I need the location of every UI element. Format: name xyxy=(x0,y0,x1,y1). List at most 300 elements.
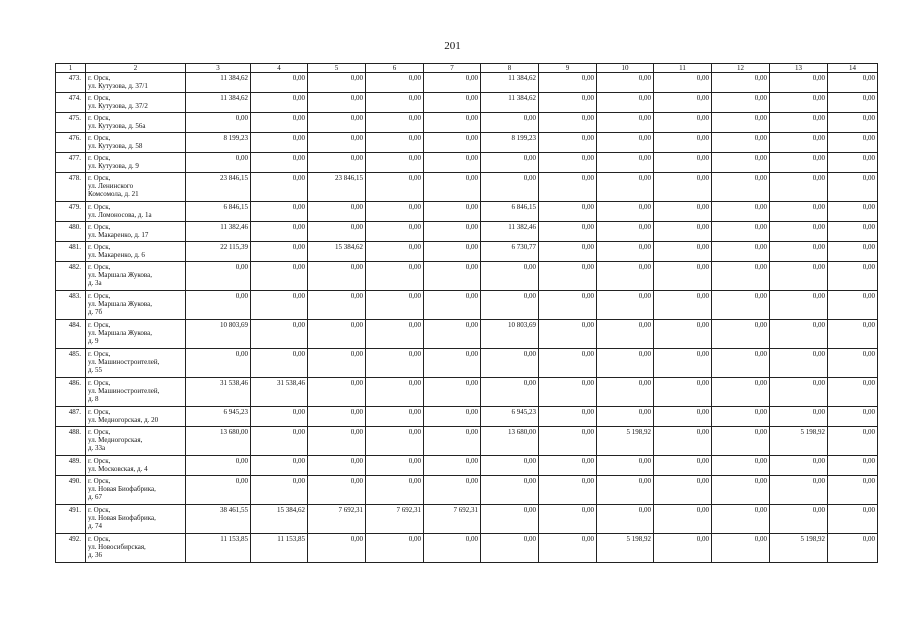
column-header: 12 xyxy=(712,64,770,73)
row-number: 482. xyxy=(56,262,86,291)
table-row xyxy=(56,427,878,456)
value-cell: 0,00 xyxy=(424,320,481,349)
value-cell: 7 692,31 xyxy=(424,505,481,534)
value-cell: 0,00 xyxy=(424,456,481,476)
address-line: ул. Ломоносова, д. 1а xyxy=(88,211,152,219)
address-line: Комсомола, д. 21 xyxy=(88,190,139,198)
value-cell: 11 153,85 xyxy=(251,534,308,563)
value-cell: 0,00 xyxy=(251,262,308,291)
address-line: г. Орск, xyxy=(88,243,111,251)
value-cell: 0,00 xyxy=(366,476,424,505)
address-cell xyxy=(86,202,186,222)
value-cell: 0,00 xyxy=(539,202,597,222)
value-cell: 0,00 xyxy=(770,153,828,173)
value-cell: 0,00 xyxy=(597,476,654,505)
value-cell: 0,00 xyxy=(597,320,654,349)
value-cell: 0,00 xyxy=(251,202,308,222)
address-line: г. Орск, xyxy=(88,263,111,271)
value-cell: 0,00 xyxy=(481,456,539,476)
address-line: ул. Кутузова, д. 37/1 xyxy=(88,82,148,90)
address-line: г. Орск, xyxy=(88,477,111,485)
value-cell: 0,00 xyxy=(770,378,828,407)
value-cell: 0,00 xyxy=(712,349,770,378)
value-cell: 0,00 xyxy=(539,242,597,262)
value-cell: 0,00 xyxy=(597,93,654,113)
address-line: г. Орск, xyxy=(88,506,111,514)
value-cell: 0,00 xyxy=(308,113,366,133)
value-cell: 0,00 xyxy=(828,242,878,262)
address-line: ул. Маршала Жукова, xyxy=(88,329,152,337)
value-cell: 0,00 xyxy=(828,291,878,320)
address-line: д. 8 xyxy=(88,395,99,403)
value-cell: 0,00 xyxy=(770,222,828,242)
table-row xyxy=(56,407,878,427)
page-number: 201 xyxy=(444,40,461,52)
value-cell: 0,00 xyxy=(186,476,251,505)
value-cell: 0,00 xyxy=(828,93,878,113)
value-cell: 0,00 xyxy=(770,173,828,202)
value-cell: 0,00 xyxy=(539,320,597,349)
value-cell: 0,00 xyxy=(539,456,597,476)
row-number: 473. xyxy=(56,73,86,93)
value-cell: 10 803,69 xyxy=(186,320,251,349)
value-cell: 0,00 xyxy=(308,427,366,456)
value-cell: 0,00 xyxy=(712,93,770,113)
table-row xyxy=(56,153,878,173)
address-line: д. 67 xyxy=(88,493,103,501)
address-line: д. 33а xyxy=(88,444,106,452)
value-cell: 0,00 xyxy=(424,113,481,133)
value-cell: 0,00 xyxy=(424,222,481,242)
address-line: ул. Московская, д. 4 xyxy=(88,465,148,473)
value-cell: 0,00 xyxy=(308,456,366,476)
address-line: ул. Макаренко, д. 17 xyxy=(88,231,149,239)
value-cell: 7 692,31 xyxy=(366,505,424,534)
value-cell: 0,00 xyxy=(251,291,308,320)
table-row xyxy=(56,133,878,153)
value-cell: 0,00 xyxy=(366,222,424,242)
value-cell: 0,00 xyxy=(539,476,597,505)
value-cell: 0,00 xyxy=(251,456,308,476)
value-cell: 0,00 xyxy=(366,262,424,291)
value-cell: 11 384,62 xyxy=(481,93,539,113)
address-cell xyxy=(86,291,186,320)
value-cell: 0,00 xyxy=(539,93,597,113)
value-cell: 0,00 xyxy=(770,202,828,222)
value-cell: 0,00 xyxy=(828,505,878,534)
value-cell: 0,00 xyxy=(186,262,251,291)
row-number: 477. xyxy=(56,153,86,173)
table-row xyxy=(56,534,878,563)
address-line: ул. Ленинского xyxy=(88,182,134,190)
value-cell: 0,00 xyxy=(654,73,712,93)
value-cell: 0,00 xyxy=(308,202,366,222)
value-cell: 0,00 xyxy=(251,133,308,153)
address-line: д. 36 xyxy=(88,551,103,559)
address-line: г. Орск, xyxy=(88,535,111,543)
value-cell: 0,00 xyxy=(424,242,481,262)
address-line: ул. Машиностроителей, xyxy=(88,358,160,366)
value-cell: 10 803,69 xyxy=(481,320,539,349)
value-cell: 0,00 xyxy=(539,173,597,202)
value-cell: 0,00 xyxy=(366,407,424,427)
address-line: г. Орск, xyxy=(88,94,111,102)
table-row xyxy=(56,202,878,222)
address-line: г. Орск, xyxy=(88,114,111,122)
value-cell: 0,00 xyxy=(308,378,366,407)
row-number: 489. xyxy=(56,456,86,476)
value-cell: 0,00 xyxy=(770,242,828,262)
value-cell: 0,00 xyxy=(481,173,539,202)
value-cell: 0,00 xyxy=(828,202,878,222)
value-cell: 0,00 xyxy=(712,407,770,427)
value-cell: 0,00 xyxy=(770,113,828,133)
value-cell: 0,00 xyxy=(712,202,770,222)
value-cell: 0,00 xyxy=(712,505,770,534)
value-cell: 0,00 xyxy=(597,202,654,222)
row-number: 485. xyxy=(56,349,86,378)
value-cell: 0,00 xyxy=(366,427,424,456)
value-cell: 0,00 xyxy=(424,173,481,202)
value-cell: 0,00 xyxy=(597,349,654,378)
value-cell: 0,00 xyxy=(712,153,770,173)
table-row xyxy=(56,320,878,349)
row-number: 490. xyxy=(56,476,86,505)
address-line: ул. Медногорская, xyxy=(88,436,143,444)
value-cell: 0,00 xyxy=(424,534,481,563)
value-cell: 0,00 xyxy=(251,476,308,505)
value-cell: 0,00 xyxy=(539,378,597,407)
value-cell: 6 846,15 xyxy=(481,202,539,222)
address-line: г. Орск, xyxy=(88,428,111,436)
value-cell: 0,00 xyxy=(481,534,539,563)
value-cell: 0,00 xyxy=(424,262,481,291)
address-line: ул. Кутузова, д. 37/2 xyxy=(88,102,148,110)
address-cell xyxy=(86,113,186,133)
value-cell: 0,00 xyxy=(251,242,308,262)
column-header: 11 xyxy=(654,64,712,73)
value-cell: 0,00 xyxy=(712,173,770,202)
value-cell: 0,00 xyxy=(654,534,712,563)
value-cell: 0,00 xyxy=(654,427,712,456)
column-header: 8 xyxy=(481,64,539,73)
column-header: 13 xyxy=(770,64,828,73)
address-line: ул. Маршала Жукова, xyxy=(88,271,152,279)
table-row xyxy=(56,262,878,291)
column-header: 10 xyxy=(597,64,654,73)
address-cell xyxy=(86,534,186,563)
value-cell: 0,00 xyxy=(539,113,597,133)
value-cell: 0,00 xyxy=(712,476,770,505)
value-cell: 5 198,92 xyxy=(597,427,654,456)
value-cell: 0,00 xyxy=(712,73,770,93)
address-line: г. Орск, xyxy=(88,223,111,231)
value-cell: 0,00 xyxy=(366,153,424,173)
value-cell: 15 384,62 xyxy=(251,505,308,534)
address-cell xyxy=(86,427,186,456)
value-cell: 0,00 xyxy=(424,93,481,113)
address-line: ул. Маршала Жукова, xyxy=(88,300,152,308)
value-cell: 0,00 xyxy=(654,407,712,427)
value-cell: 0,00 xyxy=(308,153,366,173)
value-cell: 0,00 xyxy=(539,262,597,291)
value-cell: 0,00 xyxy=(654,93,712,113)
value-cell: 0,00 xyxy=(539,133,597,153)
value-cell: 0,00 xyxy=(539,349,597,378)
value-cell: 0,00 xyxy=(597,133,654,153)
table-row xyxy=(56,222,878,242)
column-header: 14 xyxy=(828,64,878,73)
value-cell: 0,00 xyxy=(424,73,481,93)
value-cell: 15 384,62 xyxy=(308,242,366,262)
value-cell: 0,00 xyxy=(654,378,712,407)
row-number: 492. xyxy=(56,534,86,563)
value-cell: 5 198,92 xyxy=(597,534,654,563)
value-cell: 0,00 xyxy=(539,153,597,173)
value-cell: 0,00 xyxy=(308,407,366,427)
value-cell: 0,00 xyxy=(539,407,597,427)
value-cell: 0,00 xyxy=(186,291,251,320)
value-cell: 0,00 xyxy=(712,133,770,153)
value-cell: 8 199,23 xyxy=(186,133,251,153)
address-line: ул. Кутузова, д. 9 xyxy=(88,162,139,170)
value-cell: 0,00 xyxy=(539,291,597,320)
value-cell: 0,00 xyxy=(770,133,828,153)
value-cell: 5 198,92 xyxy=(770,534,828,563)
column-header: 5 xyxy=(308,64,366,73)
value-cell: 0,00 xyxy=(828,427,878,456)
column-header: 4 xyxy=(251,64,308,73)
address-cell xyxy=(86,456,186,476)
address-line: ул. Новосибирская, xyxy=(88,543,146,551)
address-line: г. Орск, xyxy=(88,154,111,162)
value-cell: 0,00 xyxy=(366,456,424,476)
value-cell: 0,00 xyxy=(828,320,878,349)
column-header: 9 xyxy=(539,64,597,73)
value-cell: 0,00 xyxy=(654,456,712,476)
value-cell: 0,00 xyxy=(308,73,366,93)
row-number: 488. xyxy=(56,427,86,456)
value-cell: 0,00 xyxy=(481,505,539,534)
address-cell xyxy=(86,262,186,291)
value-cell: 0,00 xyxy=(481,349,539,378)
address-cell xyxy=(86,173,186,202)
address-line: г. Орск, xyxy=(88,292,111,300)
row-number: 480. xyxy=(56,222,86,242)
address-line: г. Орск, xyxy=(88,174,111,182)
value-cell: 0,00 xyxy=(424,291,481,320)
value-cell: 0,00 xyxy=(308,534,366,563)
address-line: г. Орск, xyxy=(88,321,111,329)
address-line: г. Орск, xyxy=(88,457,111,465)
value-cell: 0,00 xyxy=(654,262,712,291)
value-cell: 0,00 xyxy=(828,534,878,563)
value-cell: 5 198,92 xyxy=(770,427,828,456)
value-cell: 0,00 xyxy=(481,378,539,407)
value-cell: 0,00 xyxy=(654,222,712,242)
address-line: ул. Макаренко, д. 6 xyxy=(88,251,145,259)
value-cell: 0,00 xyxy=(539,427,597,456)
value-cell: 0,00 xyxy=(251,320,308,349)
value-cell: 0,00 xyxy=(712,222,770,242)
value-cell: 6 945,23 xyxy=(481,407,539,427)
value-cell: 0,00 xyxy=(424,153,481,173)
value-cell: 11 382,46 xyxy=(186,222,251,242)
table-row xyxy=(56,242,878,262)
value-cell: 0,00 xyxy=(366,202,424,222)
address-line: ул. Медногорская, д. 20 xyxy=(88,416,159,424)
value-cell: 23 846,15 xyxy=(186,173,251,202)
value-cell: 0,00 xyxy=(597,173,654,202)
value-cell: 0,00 xyxy=(712,427,770,456)
value-cell: 0,00 xyxy=(828,153,878,173)
value-cell: 0,00 xyxy=(424,378,481,407)
value-cell: 0,00 xyxy=(770,262,828,291)
table-row xyxy=(56,93,878,113)
address-cell xyxy=(86,407,186,427)
table-row xyxy=(56,378,878,407)
value-cell: 0,00 xyxy=(828,456,878,476)
value-cell: 0,00 xyxy=(712,242,770,262)
row-number: 475. xyxy=(56,113,86,133)
value-cell: 0,00 xyxy=(828,222,878,242)
address-line: г. Орск, xyxy=(88,74,111,82)
value-cell: 0,00 xyxy=(597,242,654,262)
address-cell xyxy=(86,476,186,505)
table-row xyxy=(56,505,878,534)
value-cell: 0,00 xyxy=(186,153,251,173)
column-header: 1 xyxy=(56,64,86,73)
column-header: 6 xyxy=(366,64,424,73)
address-cell xyxy=(86,242,186,262)
row-number: 483. xyxy=(56,291,86,320)
value-cell: 0,00 xyxy=(770,505,828,534)
row-number: 481. xyxy=(56,242,86,262)
value-cell: 0,00 xyxy=(770,291,828,320)
value-cell: 0,00 xyxy=(712,291,770,320)
address-line: д. 7б xyxy=(88,308,103,316)
value-cell: 11 384,62 xyxy=(186,73,251,93)
value-cell: 0,00 xyxy=(424,349,481,378)
value-cell: 0,00 xyxy=(712,534,770,563)
value-cell: 11 153,85 xyxy=(186,534,251,563)
value-cell: 0,00 xyxy=(308,476,366,505)
address-line: г. Орск, xyxy=(88,134,111,142)
value-cell: 0,00 xyxy=(654,173,712,202)
table-row xyxy=(56,73,878,93)
value-cell: 0,00 xyxy=(770,349,828,378)
value-cell: 0,00 xyxy=(366,320,424,349)
value-cell: 0,00 xyxy=(366,173,424,202)
row-number: 476. xyxy=(56,133,86,153)
address-line: ул. Новая Биофабрика, xyxy=(88,485,156,493)
value-cell: 0,00 xyxy=(539,73,597,93)
row-number: 478. xyxy=(56,173,86,202)
table-body xyxy=(56,73,878,563)
value-cell: 6 730,77 xyxy=(481,242,539,262)
column-header: 3 xyxy=(186,64,251,73)
value-cell: 0,00 xyxy=(597,73,654,93)
value-cell: 0,00 xyxy=(424,407,481,427)
value-cell: 6 846,15 xyxy=(186,202,251,222)
value-cell: 0,00 xyxy=(308,291,366,320)
value-cell: 0,00 xyxy=(251,427,308,456)
value-cell: 0,00 xyxy=(654,113,712,133)
value-cell: 0,00 xyxy=(770,73,828,93)
value-cell: 0,00 xyxy=(308,320,366,349)
value-cell: 0,00 xyxy=(251,113,308,133)
address-line: ул. Новая Биофабрика, xyxy=(88,514,156,522)
value-cell: 0,00 xyxy=(597,378,654,407)
value-cell: 0,00 xyxy=(424,202,481,222)
value-cell: 0,00 xyxy=(366,73,424,93)
value-cell: 0,00 xyxy=(251,407,308,427)
value-cell: 0,00 xyxy=(366,378,424,407)
value-cell: 0,00 xyxy=(308,222,366,242)
value-cell: 0,00 xyxy=(712,456,770,476)
value-cell: 0,00 xyxy=(251,173,308,202)
row-number: 484. xyxy=(56,320,86,349)
value-cell: 0,00 xyxy=(712,378,770,407)
value-cell: 13 680,00 xyxy=(481,427,539,456)
column-header: 7 xyxy=(424,64,481,73)
address-line: ул. Кутузова, д. 56а xyxy=(88,122,146,130)
value-cell: 0,00 xyxy=(481,291,539,320)
value-cell: 23 846,15 xyxy=(308,173,366,202)
value-cell: 0,00 xyxy=(366,93,424,113)
value-cell: 0,00 xyxy=(481,262,539,291)
value-cell: 0,00 xyxy=(654,476,712,505)
table-row xyxy=(56,113,878,133)
value-cell: 0,00 xyxy=(539,534,597,563)
value-cell: 0,00 xyxy=(366,291,424,320)
value-cell: 0,00 xyxy=(654,153,712,173)
address-line: ул. Кутузова, д. 58 xyxy=(88,142,143,150)
value-cell: 0,00 xyxy=(828,113,878,133)
value-cell: 0,00 xyxy=(654,505,712,534)
address-cell xyxy=(86,378,186,407)
value-cell: 0,00 xyxy=(481,113,539,133)
value-cell: 0,00 xyxy=(308,93,366,113)
value-cell: 0,00 xyxy=(712,113,770,133)
table-row xyxy=(56,173,878,202)
value-cell: 31 538,46 xyxy=(186,378,251,407)
address-cell xyxy=(86,93,186,113)
value-cell: 22 115,39 xyxy=(186,242,251,262)
value-cell: 0,00 xyxy=(597,456,654,476)
value-cell: 0,00 xyxy=(654,320,712,349)
value-cell: 0,00 xyxy=(712,262,770,291)
value-cell: 0,00 xyxy=(654,202,712,222)
value-cell: 0,00 xyxy=(186,456,251,476)
value-cell: 0,00 xyxy=(251,349,308,378)
value-cell: 0,00 xyxy=(597,113,654,133)
value-cell: 0,00 xyxy=(424,427,481,456)
value-cell: 13 680,00 xyxy=(186,427,251,456)
value-cell: 0,00 xyxy=(654,133,712,153)
value-cell: 31 538,46 xyxy=(251,378,308,407)
value-cell: 0,00 xyxy=(366,113,424,133)
address-cell xyxy=(86,153,186,173)
value-cell: 0,00 xyxy=(828,262,878,291)
address-cell xyxy=(86,349,186,378)
value-cell: 0,00 xyxy=(539,505,597,534)
address-line: д. 74 xyxy=(88,522,103,530)
value-cell: 11 384,62 xyxy=(481,73,539,93)
value-cell: 0,00 xyxy=(186,349,251,378)
row-number: 479. xyxy=(56,202,86,222)
table-row xyxy=(56,349,878,378)
